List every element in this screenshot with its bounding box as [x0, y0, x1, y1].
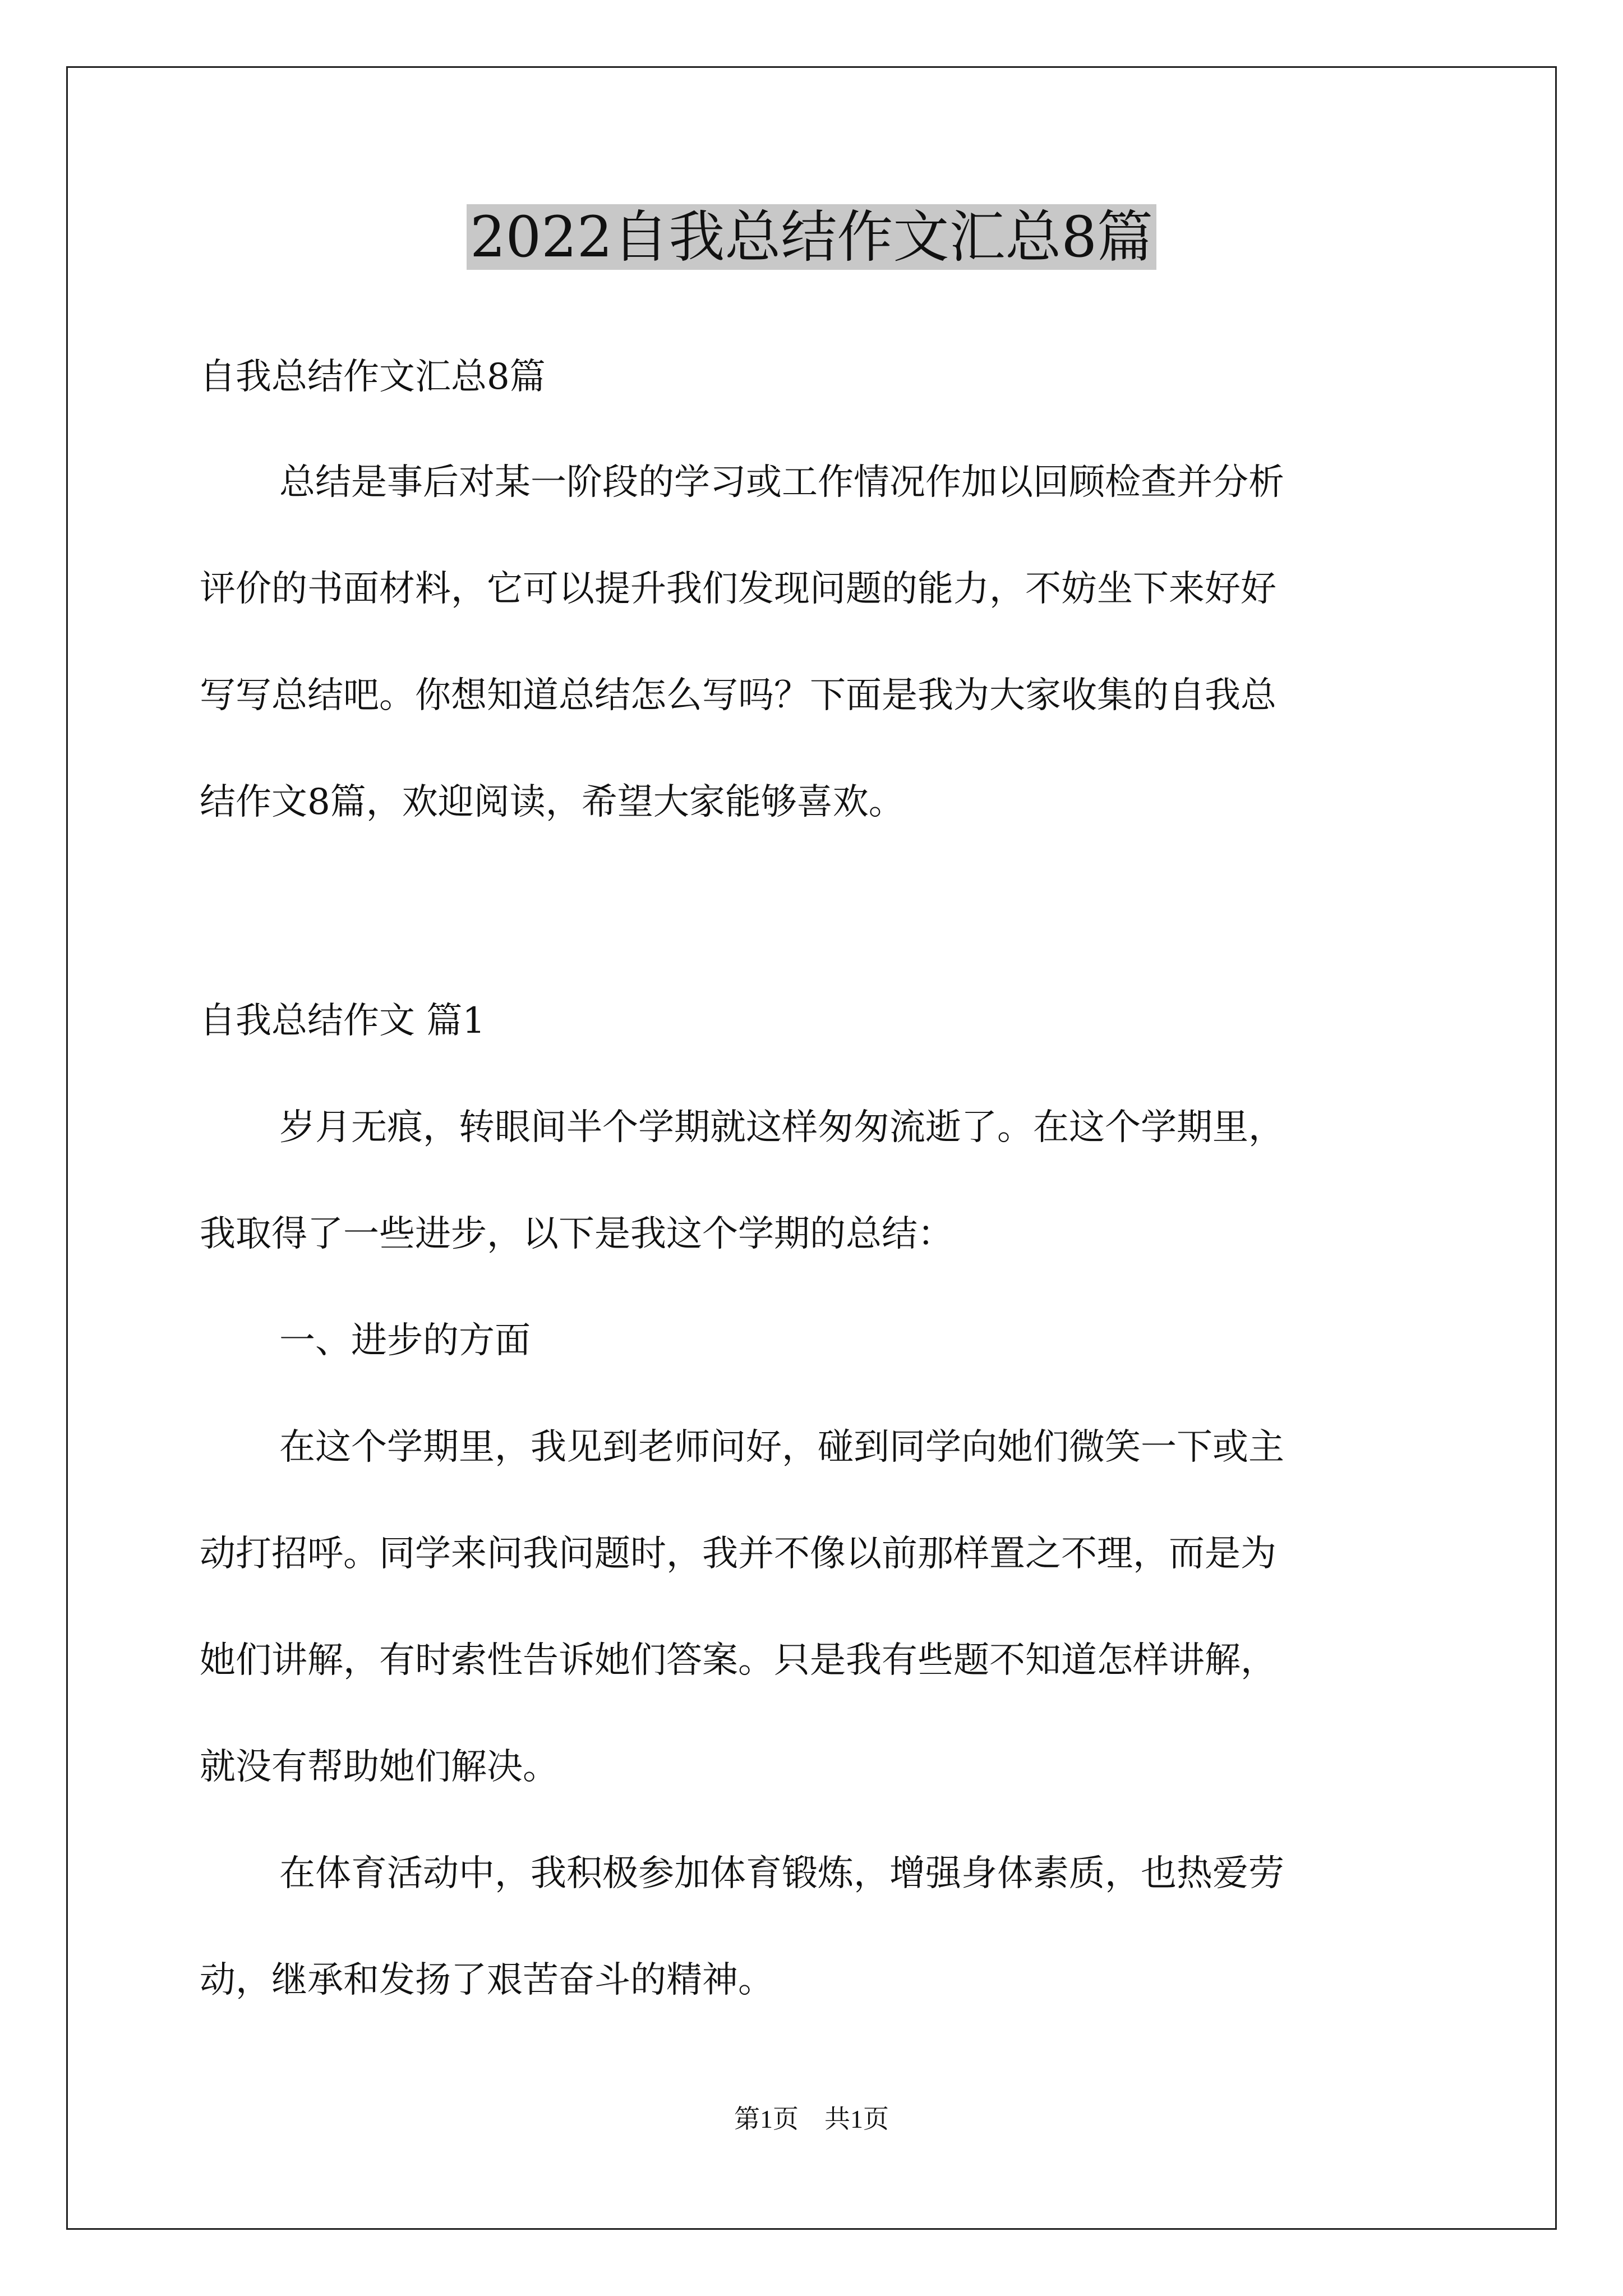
subtitle-line: 自我总结作文汇总8篇 [200, 356, 546, 398]
page-footer: 第1页 共1页 [734, 2105, 889, 2133]
paragraph-line: 动，继承和发扬了艰苦奋斗的精神。 [200, 1959, 774, 2001]
paragraph-line: 就没有帮助她们解决。 [200, 1746, 559, 1788]
paragraph-line: 写写总结吧。你想知道总结怎么写吗？下面是我为大家收集的自我总 [200, 675, 1276, 716]
document-title [0, 195, 1623, 279]
paragraph-line: 动打招呼。同学来问我问题时，我并不像以前那样置之不理，而是为 [200, 1533, 1276, 1575]
subsection-heading: 一、进步的方面 [279, 1320, 531, 1361]
paragraph-line: 在体育活动中，我积极参加体育锻炼，增强身体素质，也热爱劳 [279, 1853, 1284, 1894]
paragraph-line: 在这个学期里，我见到老师问好，碰到同学向她们微笑一下或主 [279, 1427, 1284, 1468]
document-title-text: 2022自我总结作文汇总8篇 [467, 204, 1156, 270]
paragraph-line: 岁月无痕，转眼间半个学期就这样匆匆流逝了。在这个学期里， [279, 1107, 1284, 1148]
paragraph-line: 评价的书面材料，它可以提升我们发现问题的能力，不妨坐下来好好 [200, 568, 1276, 610]
section-heading: 自我总结作文 篇1 [200, 1000, 486, 1042]
paragraph-line: 结作文8篇，欢迎阅读，希望大家能够喜欢。 [200, 781, 905, 823]
paragraph-line: 我取得了一些进步，以下是我这个学期的总结： [200, 1213, 953, 1255]
paragraph-line: 总结是事后对某一阶段的学习或工作情况作加以回顾检查并分析 [279, 462, 1284, 503]
paragraph-line: 她们讲解，有时索性告诉她们答案。只是我有些题不知道怎样讲解， [200, 1640, 1276, 1681]
